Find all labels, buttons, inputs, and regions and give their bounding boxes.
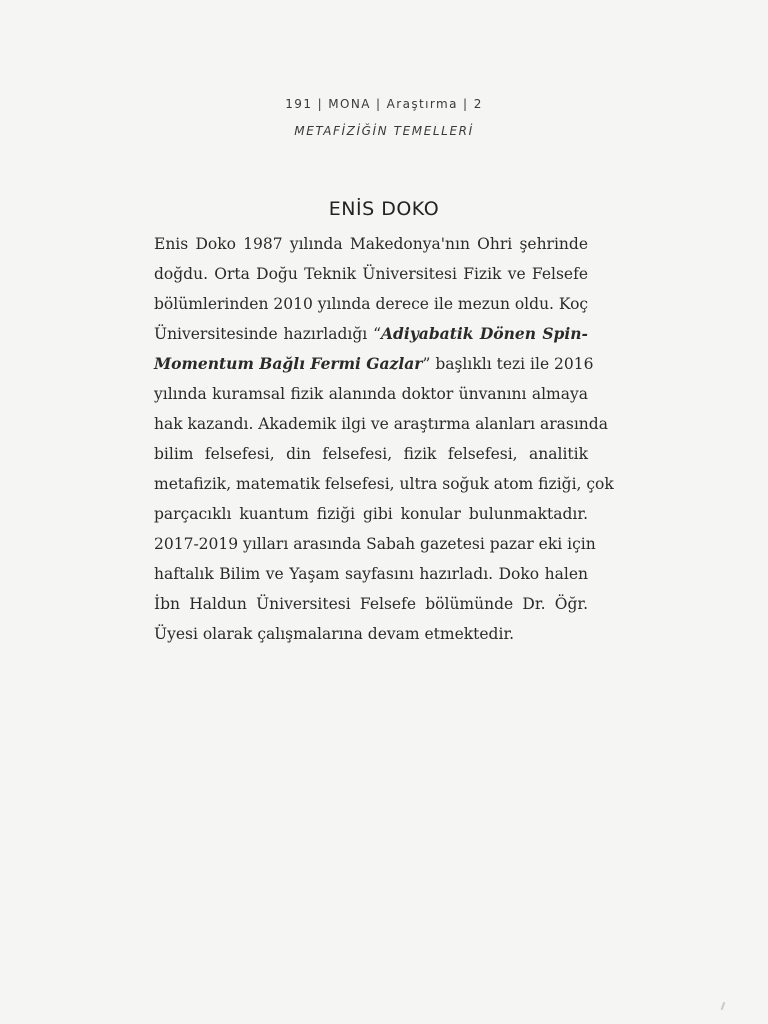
bio-line: yılında kuramsal fizik alanında doktor ünvanını almaya bbox=[154, 385, 588, 403]
bio-line bbox=[154, 319, 588, 349]
author-biography bbox=[154, 229, 614, 649]
bio-line-text: ” başlıklı tezi ile 2016 bbox=[422, 355, 594, 373]
bio-line: haftalık Bilim ve Yaşam sayfasını hazırladı. Doko halen bbox=[154, 565, 588, 583]
bio-line: Üyesi olarak çalışmalarına devam etmektedir. bbox=[154, 625, 515, 643]
bio-line bbox=[154, 349, 594, 379]
bio-line: parçacıklı kuantum fiziği gibi konular bulunmaktadır. bbox=[154, 505, 588, 523]
series-info: 191 | MONA | Araştırma | 2 bbox=[285, 97, 483, 111]
bio-line: doğdu. Orta Doğu Teknik Üniversitesi Fizik ve Felsefe bbox=[154, 265, 588, 283]
bio-line: Enis Doko 1987 yılında Makedonya'nın Ohri şehrinde bbox=[154, 235, 588, 253]
thesis-title-part-2: Momentum Bağlı Fermi Gazlar bbox=[154, 354, 423, 373]
bio-line: bilim felsefesi, din felsefesi, fizik felsefesi, analitik bbox=[154, 445, 588, 463]
bio-line-text: Üniversitesinde hazırladığı “ bbox=[154, 325, 382, 343]
bio-line: 2017-2019 yılları arasında Sabah gazetesi pazar eki için bbox=[154, 535, 596, 553]
bio-line: hak kazandı. Akademik ilgi ve araştırma alanları arasında bbox=[154, 415, 608, 433]
book-title: METAFİZİĞİN TEMELLERİ bbox=[294, 124, 474, 138]
bio-line: bölümlerinden 2010 yılında derece ile mezun oldu. Koç bbox=[154, 295, 589, 313]
thesis-title-part-1: Adiyabatik Dönen Spin- bbox=[381, 324, 588, 343]
bio-line: metafizik, matematik felsefesi, ultra soğuk atom fiziği, çok bbox=[154, 475, 614, 493]
paper-mark bbox=[721, 1002, 726, 1010]
bio-line: İbn Haldun Üniversitesi Felsefe bölümünde Dr. Öğr. bbox=[154, 595, 588, 613]
author-name-heading: ENİS DOKO bbox=[328, 198, 440, 220]
